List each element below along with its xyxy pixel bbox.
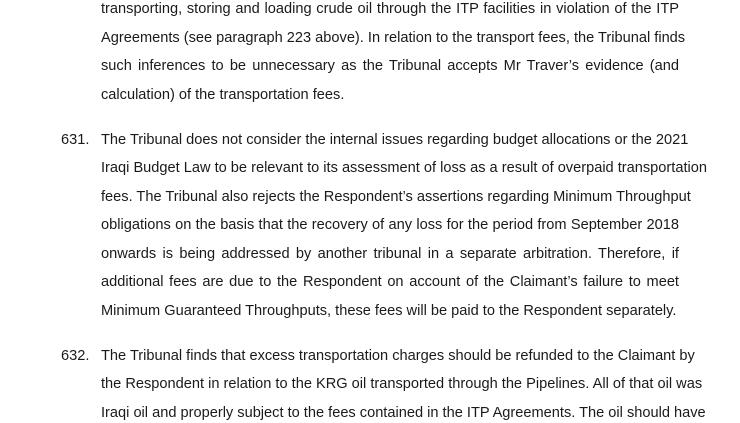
- text-line: onwards is being addressed by another tribunal in a separate arbitration. Therefore, if: [101, 246, 679, 262]
- text-line: The Tribunal finds that excess transportation charges should be refunded to the Claimant by: [101, 348, 695, 364]
- text-line: the Respondent in relation to the KRG oil transported through the Pipelines. All of that oil was: [101, 376, 703, 392]
- text-line: additional fees are due to the Respondent on account of the Claimant’s failure to meet: [101, 274, 679, 290]
- text-line: Iraqi Budget Law to be relevant to its assessment of loss as a result of overpaid transportation: [101, 160, 707, 176]
- paragraph-number: 632.: [61, 348, 90, 364]
- text-line: Agreements (see paragraph 223 above). In relation to the transport fees, the Tribunal finds: [101, 30, 686, 46]
- text-line: Iraqi oil and properly subject to the fees contained in the ITP Agreements. The oil should have: [101, 405, 706, 421]
- text-line: calculation) of the transportation fees.: [101, 87, 345, 103]
- text-line: obligations on the basis that the recovery of any loss for the period from September 2018: [101, 217, 679, 233]
- text-line: transporting, storing and loading crude oil through the ITP facilities in violation of the ITP: [101, 1, 679, 17]
- text-line: Minimum Guaranteed Throughputs, these fees will be paid to the Respondent separately.: [101, 303, 677, 319]
- paragraph-number: 631.: [61, 132, 90, 148]
- text-line: such inferences to be unnecessary as the Tribunal accepts Mr Traver’s evidence (and: [101, 58, 679, 74]
- text-line: The Tribunal does not consider the internal issues regarding budget allocations or the 2021: [101, 132, 689, 148]
- text-line: fees. The Tribunal also rejects the Respondent’s assertions regarding Minimum Throughput: [101, 189, 691, 205]
